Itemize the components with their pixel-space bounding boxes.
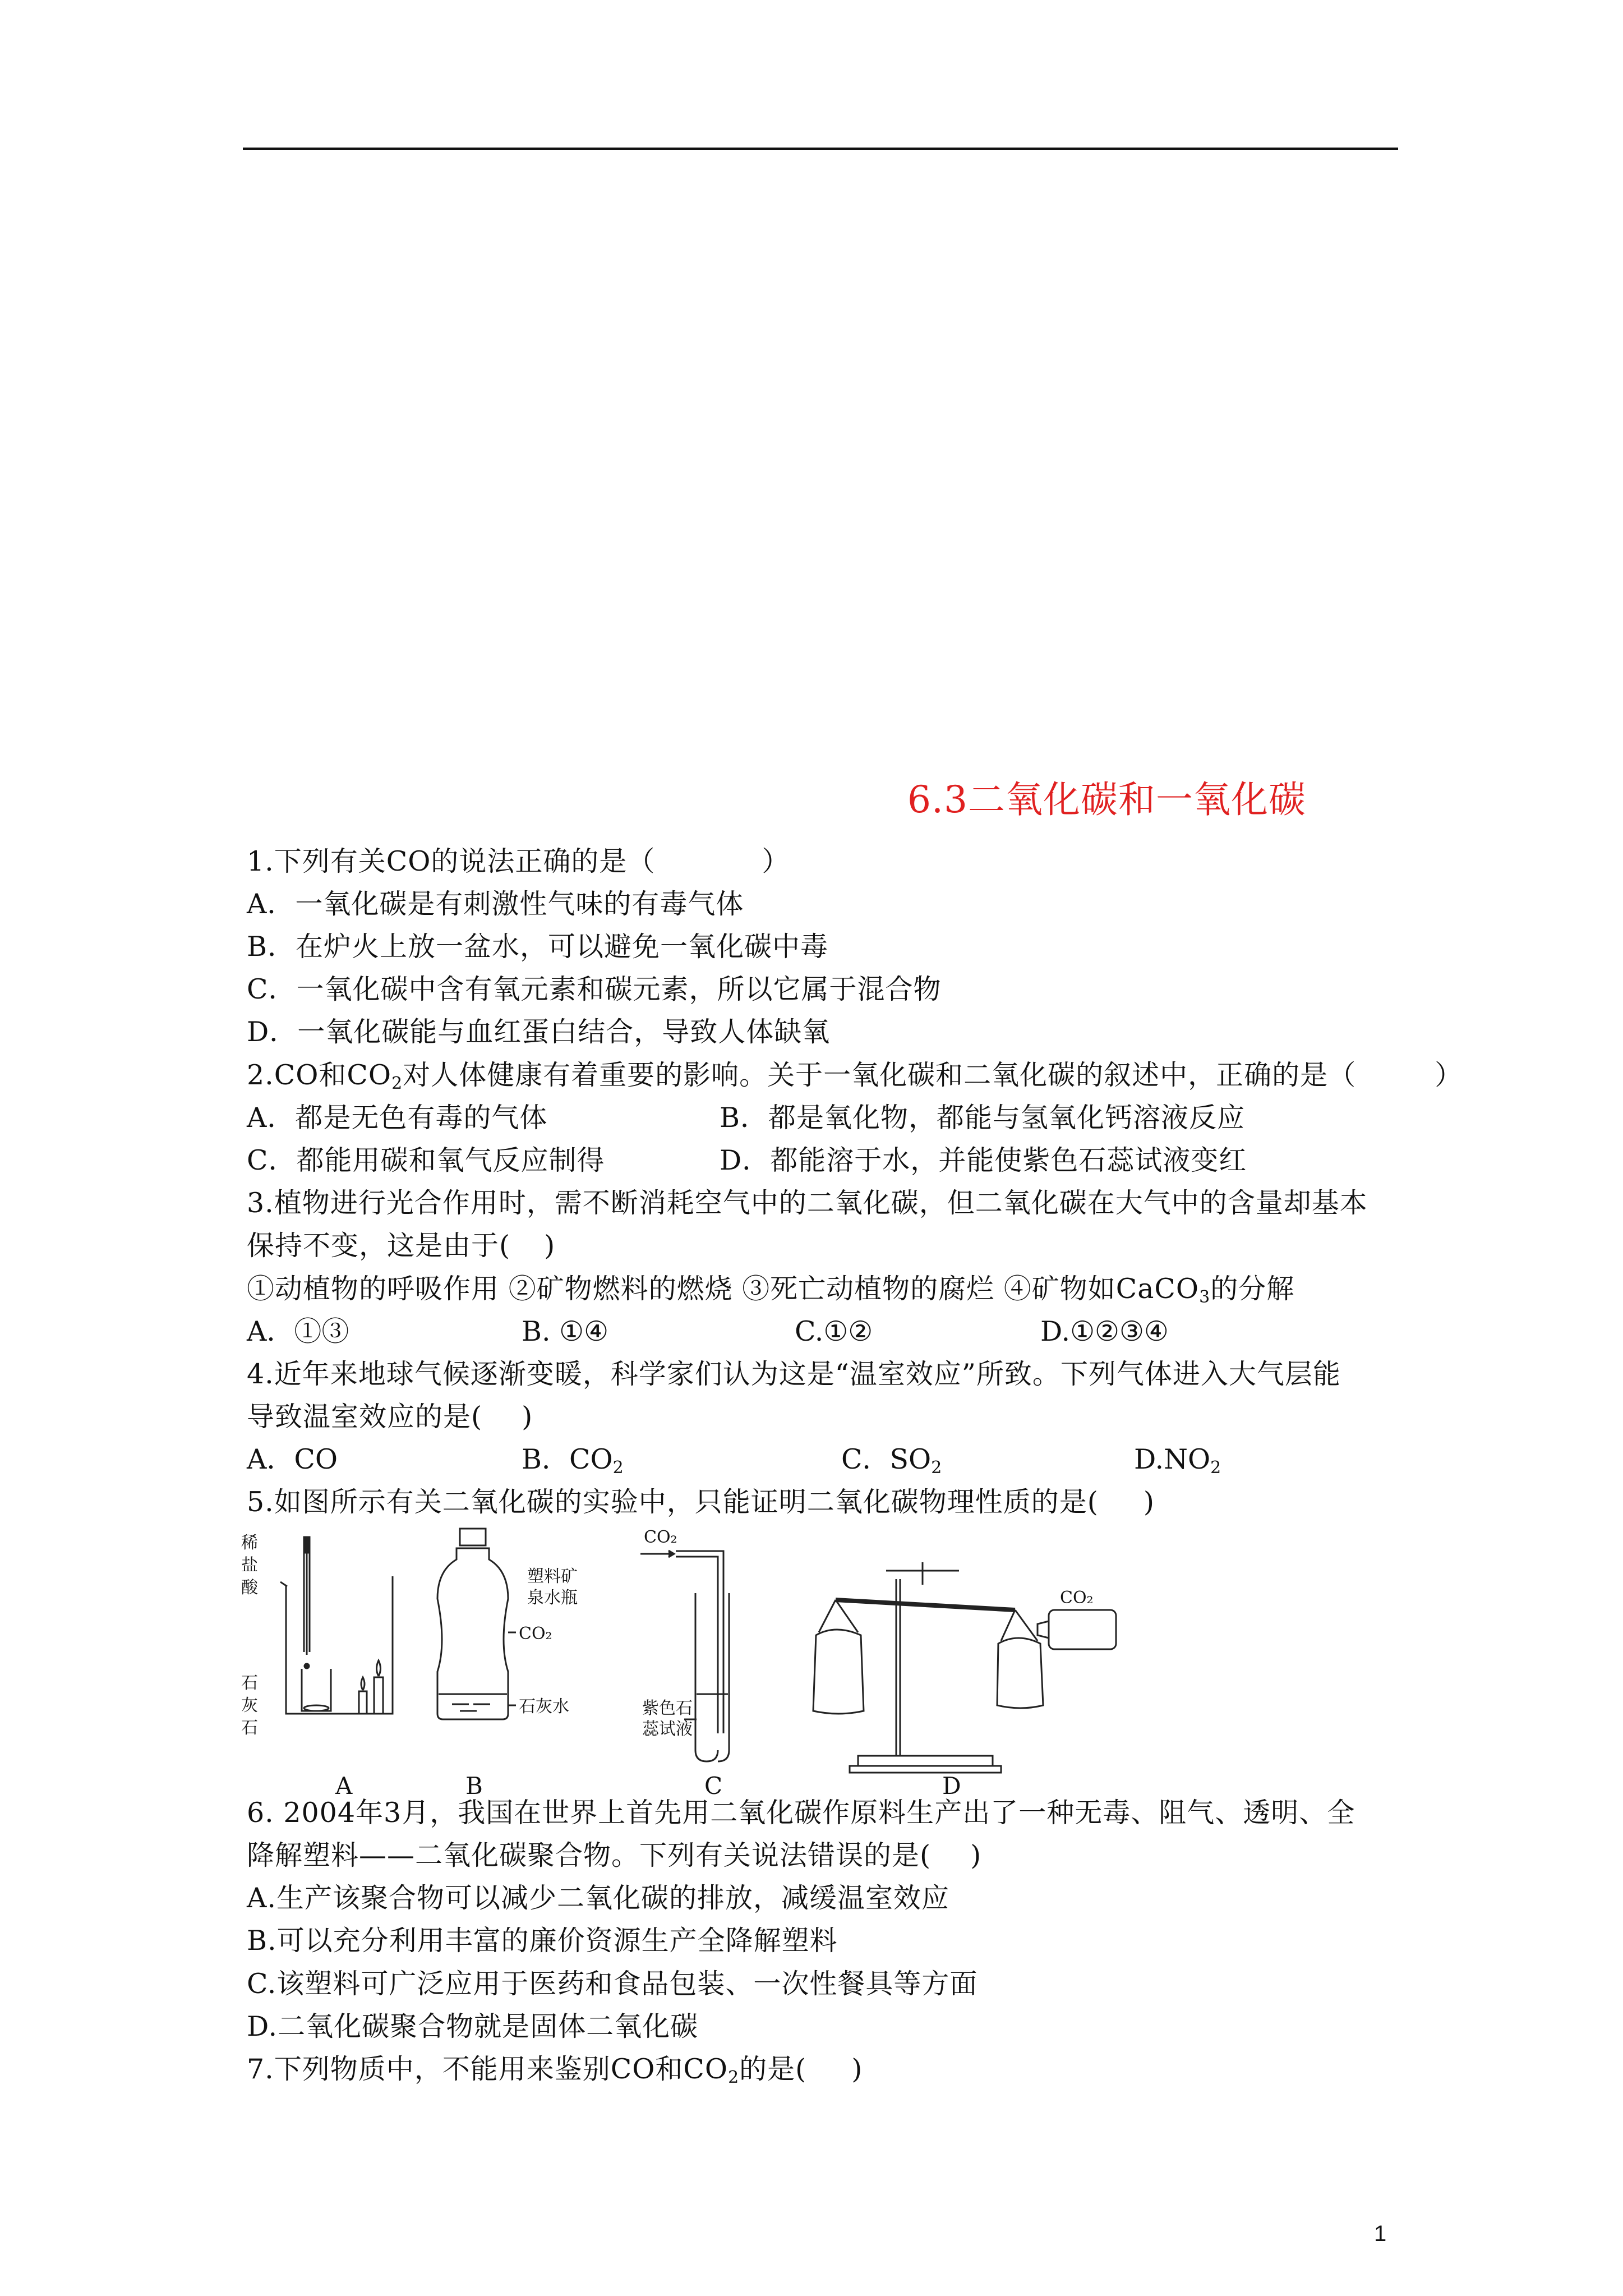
figure-a-label-4: 石 [241, 1673, 258, 1693]
figure-a-apparatus [280, 1537, 393, 1714]
figure-b-label-1: 塑料矿 [527, 1567, 578, 1586]
question-1-option-c: C．一氧化碳中含有氧元素和碳元素，所以它属于混合物 [247, 973, 942, 1005]
figure-a-label-3: 酸 [241, 1578, 258, 1598]
figure-b-bottle [437, 1529, 516, 1719]
figure-a-label-6: 石 [241, 1718, 258, 1738]
question-6-option-b: B.可以充分利用丰富的廉价资源生产全降解塑料 [247, 1925, 838, 1957]
experiment-figure [241, 1526, 1150, 1801]
question-6-option-c: C.该塑料可广泛应用于医药和食品包装、一次性餐具等方面 [247, 1968, 978, 2000]
question-5-stem: 5.如图所示有关二氧化碳的实验中，只能证明二氧化碳物理性质的是( ) [247, 1486, 1155, 1518]
question-1-option-b: B．在炉火上放一盆水，可以避免一氧化碳中毒 [247, 931, 829, 963]
question-4-option-c: C．$SO_2$ [841, 1443, 942, 1478]
question-1-option-a: A．一氧化碳是有刺激性气味的有毒气体 [247, 888, 744, 920]
figure-d-label-1: CO₂ [1060, 1588, 1094, 1608]
figure-caption-c: C [704, 1772, 723, 1800]
question-4-stem-line1: 4.近年来地球气候逐渐变暖，科学家们认为这是“温室效应”所致。下列气体进入大气层能 [247, 1358, 1341, 1390]
question-1-option-d: D．一氧化碳能与血红蛋白结合，导致人体缺氧 [247, 1016, 831, 1048]
question-2-stem: 2.CO和$CO_2$对人体健康有着重要的影响。关于一氧化碳和二氧化碳的叙述中，正确的是（ ） [247, 1059, 1463, 1093]
figure-c-label-2: 紫色石 [642, 1699, 693, 1718]
question-4-option-d: $D.NO_2$ [1134, 1443, 1221, 1478]
figure-c-label-3: 蕊试液 [642, 1719, 693, 1739]
question-1-stem: 1.下列有关CO的说法正确的是（ ） [247, 845, 790, 877]
question-2-option-b: B．都是氧化物，都能与氢氧化钙溶液反应 [720, 1102, 1246, 1134]
figure-a-label-5: 灰 [241, 1696, 258, 1715]
question-3-stem-line1: 3.植物进行光合作用时，需不断消耗空气中的二氧化碳，但二氧化碳在大气中的含量却基本 [247, 1187, 1368, 1219]
figure-c-label-1: CO₂ [644, 1527, 677, 1547]
question-2-option-c: C．都能用碳和氧气反应制得 [247, 1144, 605, 1176]
question-2-option-a: A．都是无色有毒的气体 [247, 1102, 548, 1134]
figure-a-label-2: 盐 [241, 1556, 258, 1575]
question-6-stem-line2: 降解塑料——二氧化碳聚合物。下列有关说法错误的是( ) [247, 1839, 982, 1871]
header-rule [243, 148, 1398, 150]
question-3-items: ①动植物的呼吸作用 ②矿物燃料的燃烧 ③死亡动植物的腐烂 ④矿物如CaCO$_3$的分解 [247, 1273, 1295, 1307]
figure-b-label-4: 石灰水 [519, 1697, 569, 1717]
question-3-option-a: A．①③ [247, 1315, 349, 1347]
page-number: 1 [1374, 2221, 1387, 2246]
question-3-option-b: B. ①④ [522, 1315, 609, 1347]
question-2-option-d: D．都能溶于水，并能使紫色石蕊试液变红 [720, 1144, 1247, 1176]
question-4-option-a: A．CO [247, 1443, 338, 1475]
figure-a-label-1: 稀 [241, 1533, 258, 1553]
question-6-option-d: D.二氧化碳聚合物就是固体二氧化碳 [247, 2010, 699, 2042]
figure-b-label-3: CO₂ [519, 1624, 552, 1644]
figure-b-label-2: 泉水瓶 [527, 1588, 578, 1608]
figure-caption-d: D [942, 1772, 961, 1800]
question-4-stem-line2: 导致温室效应的是( ) [247, 1401, 533, 1433]
question-6-stem-line1: 6. 2004年3月，我国在世界上首先用二氧化碳作原料生产出了一种无毒、阻气、透明、全 [247, 1797, 1355, 1829]
question-3-option-d: D.①②③④ [1040, 1315, 1169, 1347]
question-4-option-b: B．$CO_2$ [522, 1443, 624, 1478]
figure-caption-a: A [335, 1772, 353, 1800]
question-7-stem: 7.下列物质中，不能用来鉴别CO和$CO_2$的是( ) [247, 2053, 863, 2087]
question-3-stem-line2: 保持不变，这是由于( ) [247, 1230, 556, 1262]
figure-caption-b: B [465, 1772, 483, 1800]
question-6-option-a: A.生产该聚合物可以减少二氧化碳的排放，减缓温室效应 [247, 1882, 949, 1914]
page-title: 6.3二氧化碳和一氧化碳 [907, 778, 1306, 821]
question-3-option-c: C.①② [795, 1315, 873, 1347]
